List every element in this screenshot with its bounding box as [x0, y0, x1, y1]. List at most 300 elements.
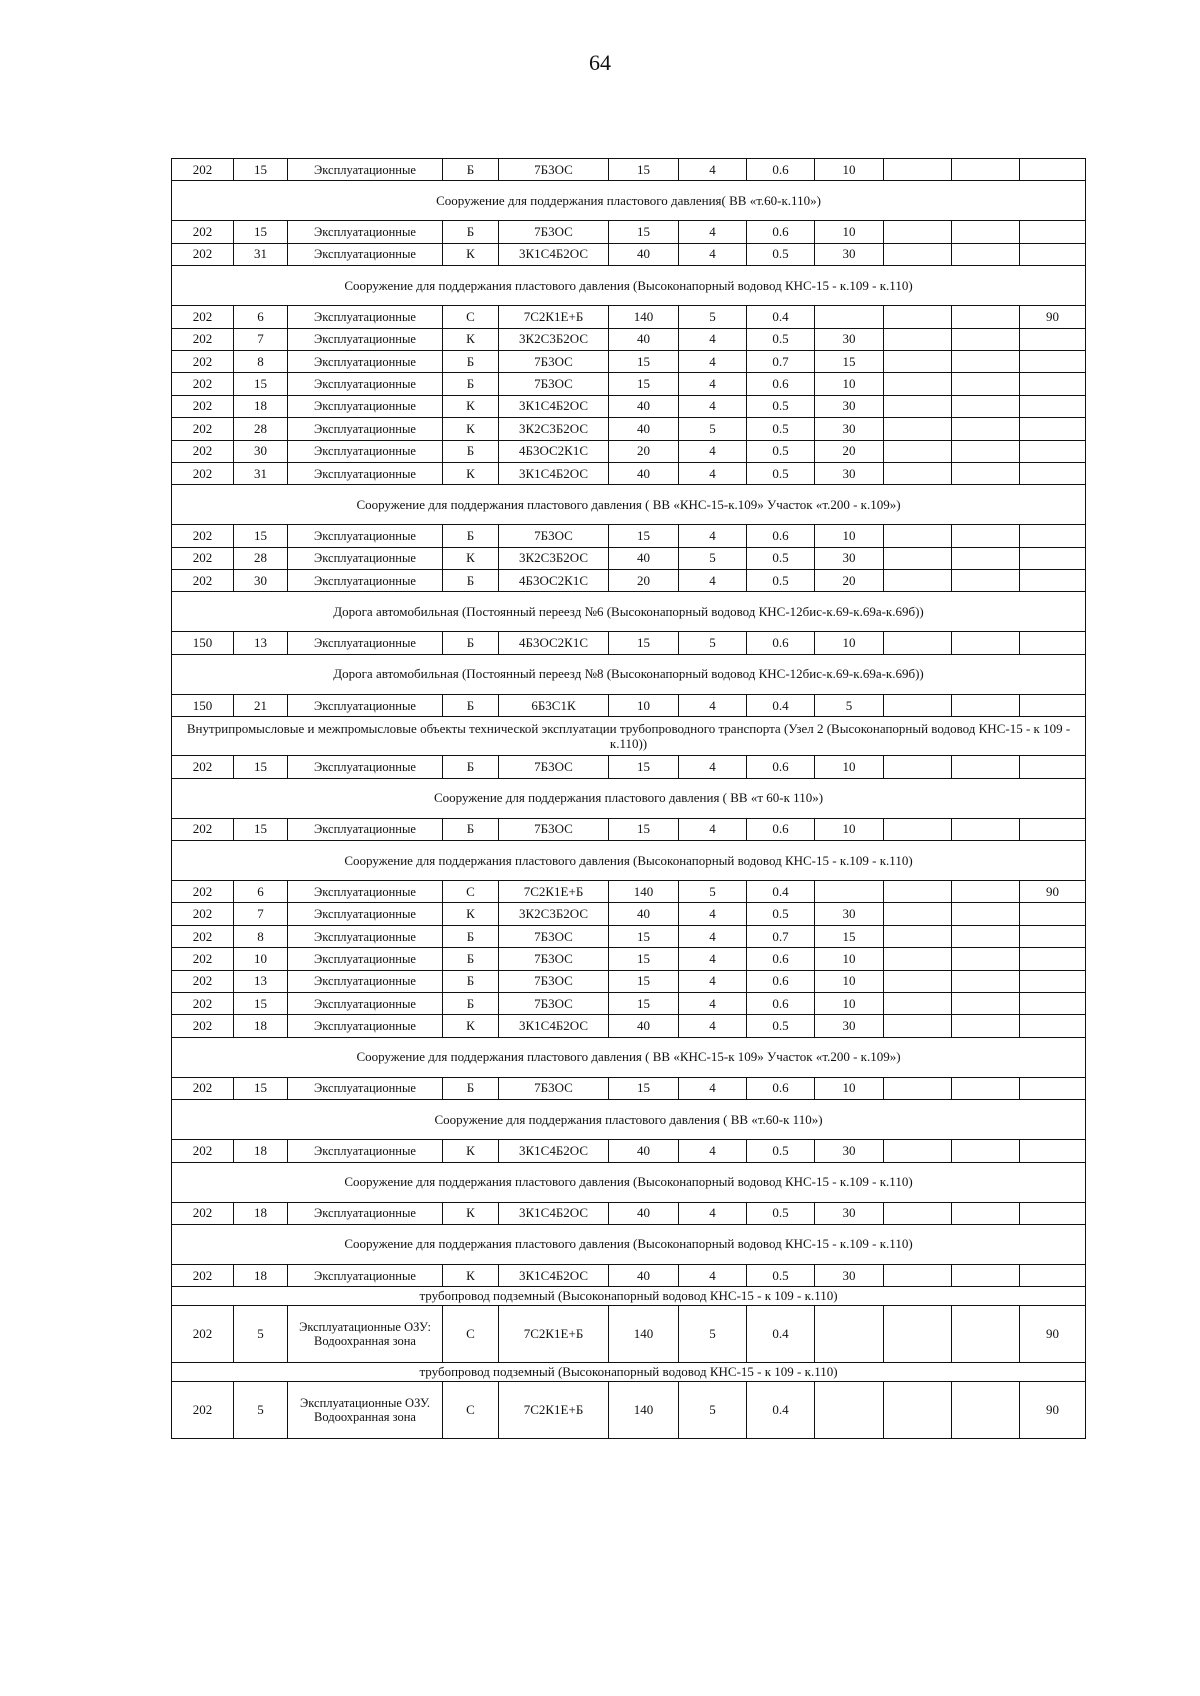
section-title: Сооружение для поддержания пластового давления ( ВВ «т 60-к 110») [172, 778, 1086, 818]
table-cell: 202 [172, 881, 234, 903]
table-cell [952, 970, 1020, 992]
table-cell: 15 [609, 1077, 679, 1099]
table-cell [1020, 440, 1086, 462]
table-cell: Эксплуатационные [288, 1264, 443, 1286]
table-cell: Эксплуатационные [288, 694, 443, 716]
table-cell: Эксплуатационные [288, 1140, 443, 1162]
table-cell: 7С2К1Е+Б [499, 1382, 609, 1439]
table-cell: Эксплуатационные ОЗУ. Водоохранная зона [288, 1382, 443, 1439]
table-cell: 0.6 [747, 221, 815, 243]
table-cell: 4 [679, 328, 747, 350]
table-cell: 0.6 [747, 632, 815, 654]
table-cell [1020, 243, 1086, 265]
table-cell [952, 992, 1020, 1014]
table-cell: 30 [234, 440, 288, 462]
table-cell: 4 [679, 948, 747, 970]
table-cell [884, 395, 952, 417]
table-cell: Эксплуатационные [288, 632, 443, 654]
table-cell [1020, 350, 1086, 372]
table-cell: К [443, 1140, 499, 1162]
table-cell [952, 328, 1020, 350]
table-cell: 7Б3ОС [499, 925, 609, 947]
table-cell: 0.5 [747, 570, 815, 592]
table-cell [952, 1264, 1020, 1286]
table-cell: Эксплуатационные [288, 818, 443, 840]
section-title: Сооружение для поддержания пластового давления ( ВВ «т.60-к 110») [172, 1100, 1086, 1140]
table-cell: 4 [679, 1015, 747, 1037]
table-cell [884, 881, 952, 903]
table-cell: 30 [815, 1264, 884, 1286]
table-row [172, 306, 1086, 328]
table-cell [952, 632, 1020, 654]
table-cell: 4 [679, 570, 747, 592]
table-cell: Эксплуатационные [288, 992, 443, 1014]
table-cell: 40 [609, 1015, 679, 1037]
table-cell: 4 [679, 756, 747, 778]
table-cell [1020, 992, 1086, 1014]
table-cell: 40 [609, 1140, 679, 1162]
table-cell: Эксплуатационные [288, 1077, 443, 1099]
table-cell: К [443, 1202, 499, 1224]
table-cell [952, 1202, 1020, 1224]
table-cell: 18 [234, 1140, 288, 1162]
table-cell: 20 [815, 570, 884, 592]
table-cell: 7 [234, 903, 288, 925]
table-cell: 0.5 [747, 243, 815, 265]
table-cell [1020, 632, 1086, 654]
table-cell: 0.5 [747, 547, 815, 569]
table-cell: 0.6 [747, 373, 815, 395]
section-title: Дорога автомобильная (Постоянный переезд №6 (Высоконапорный водовод КНС-12бис-к.69-к.69а-к.69б)) [172, 592, 1086, 632]
table-cell: Эксплуатационные ОЗУ: Водоохранная зона [288, 1306, 443, 1363]
table-cell: 4 [679, 1264, 747, 1286]
table-cell [952, 881, 1020, 903]
table-cell: 202 [172, 525, 234, 547]
table-cell: 140 [609, 1306, 679, 1363]
table-cell: 10 [234, 948, 288, 970]
section-header-row [172, 592, 1086, 632]
table-cell [884, 243, 952, 265]
table-cell: 20 [609, 570, 679, 592]
table-cell: 7 [234, 328, 288, 350]
table-row [172, 903, 1086, 925]
table-cell: 15 [234, 373, 288, 395]
table-cell: 90 [1020, 1382, 1086, 1439]
table-cell: 202 [172, 418, 234, 440]
table-cell: 21 [234, 694, 288, 716]
section-title: Сооружение для поддержания пластового давления (Высоконапорный водовод КНС-15 - к.109 - к.110) [172, 841, 1086, 881]
table-cell: 40 [609, 243, 679, 265]
table-cell: 0.5 [747, 1015, 815, 1037]
table-cell [884, 948, 952, 970]
table-cell: 4 [679, 221, 747, 243]
table-cell: 15 [234, 159, 288, 181]
table-cell: 202 [172, 159, 234, 181]
table-cell: 3К1С4Б2ОС [499, 462, 609, 484]
section-title: Сооружение для поддержания пластового давления( ВВ «т.60-к.110») [172, 181, 1086, 221]
table-cell: 10 [815, 632, 884, 654]
table-cell: 202 [172, 462, 234, 484]
table-cell: 140 [609, 1382, 679, 1439]
table-cell [1020, 1077, 1086, 1099]
table-cell [884, 1202, 952, 1224]
table-cell: 0.5 [747, 418, 815, 440]
table-cell: 5 [679, 1306, 747, 1363]
table-cell [952, 373, 1020, 395]
table-cell: К [443, 243, 499, 265]
table-cell [1020, 925, 1086, 947]
table-cell: 15 [815, 925, 884, 947]
table-cell [952, 570, 1020, 592]
table-cell [1020, 525, 1086, 547]
table-cell: К [443, 395, 499, 417]
table-cell: 0.6 [747, 1077, 815, 1099]
section-header-row [172, 266, 1086, 306]
table-cell: 202 [172, 925, 234, 947]
table-cell: 4 [679, 462, 747, 484]
table-cell: 10 [815, 970, 884, 992]
table-cell: 5 [679, 881, 747, 903]
table-cell: 15 [609, 373, 679, 395]
table-cell [1020, 970, 1086, 992]
table-row [172, 328, 1086, 350]
table-cell [952, 694, 1020, 716]
table-cell: Эксплуатационные [288, 525, 443, 547]
table-cell: 8 [234, 350, 288, 372]
table-row [172, 948, 1086, 970]
table-cell [884, 221, 952, 243]
table-cell: 30 [234, 570, 288, 592]
table-cell [1020, 1015, 1086, 1037]
table-cell: 0.7 [747, 350, 815, 372]
table-cell [884, 1015, 952, 1037]
table-cell: 10 [609, 694, 679, 716]
table-row [172, 525, 1086, 547]
table-cell: 0.5 [747, 462, 815, 484]
table-cell [1020, 570, 1086, 592]
table-cell [952, 903, 1020, 925]
table-cell: 0.4 [747, 306, 815, 328]
table-cell: 202 [172, 970, 234, 992]
table-cell: 18 [234, 1264, 288, 1286]
table-cell: 202 [172, 1202, 234, 1224]
table-cell: 4 [679, 694, 747, 716]
table-cell: К [443, 547, 499, 569]
table-cell: Эксплуатационные [288, 948, 443, 970]
table-cell: 7Б3ОС [499, 221, 609, 243]
table-cell: 40 [609, 1202, 679, 1224]
table-cell: 4Б3ОС2К1С [499, 440, 609, 462]
table-cell: 7Б3ОС [499, 159, 609, 181]
table-cell: 202 [172, 243, 234, 265]
table-cell: Эксплуатационные [288, 328, 443, 350]
table-cell [884, 925, 952, 947]
table-cell: 20 [609, 440, 679, 462]
table-row [172, 243, 1086, 265]
table-cell: 10 [815, 221, 884, 243]
table-row [172, 1264, 1086, 1286]
table-cell: 15 [609, 221, 679, 243]
table-cell: 30 [815, 328, 884, 350]
table-cell: 30 [815, 462, 884, 484]
table-cell: 0.5 [747, 328, 815, 350]
table-row [172, 818, 1086, 840]
table-cell: 15 [234, 992, 288, 1014]
table-cell: 30 [815, 418, 884, 440]
table-cell [884, 525, 952, 547]
table-cell: Эксплуатационные [288, 440, 443, 462]
table-cell [952, 1306, 1020, 1363]
table-cell: 90 [1020, 1306, 1086, 1363]
section-title: Дорога автомобильная (Постоянный переезд №8 (Высоконапорный водовод КНС-12бис-к.69-к.69а-к.69б)) [172, 654, 1086, 694]
table-cell: 3К1С4Б2ОС [499, 1015, 609, 1037]
table-cell: 202 [172, 440, 234, 462]
table-row [172, 1202, 1086, 1224]
table-row [172, 881, 1086, 903]
section-header-row [172, 1224, 1086, 1264]
table-cell [884, 350, 952, 372]
table-cell: 202 [172, 1264, 234, 1286]
table-cell [884, 903, 952, 925]
table-cell: 7Б3ОС [499, 970, 609, 992]
table-cell: 4 [679, 395, 747, 417]
table-row [172, 221, 1086, 243]
table-row [172, 925, 1086, 947]
table-cell: 0.4 [747, 881, 815, 903]
table-cell [1020, 1264, 1086, 1286]
table-cell: 202 [172, 570, 234, 592]
table-row [172, 1382, 1086, 1439]
table-cell [884, 694, 952, 716]
table-cell: 90 [1020, 306, 1086, 328]
section-header-row [172, 1037, 1086, 1077]
table-cell: 15 [815, 350, 884, 372]
table-cell: 7Б3ОС [499, 948, 609, 970]
table-cell: 15 [234, 221, 288, 243]
table-cell: 7С2К1Е+Б [499, 881, 609, 903]
table-cell: 15 [234, 818, 288, 840]
table-row [172, 632, 1086, 654]
table-cell [884, 547, 952, 569]
table-cell: 15 [609, 992, 679, 1014]
table-cell: 5 [815, 694, 884, 716]
table-cell: 15 [609, 948, 679, 970]
section-title: Внутрипромысловые и межпромысловые объекты технической эксплуатации трубопроводного транспорта (Узел 2 (Высоконапорный водовод КНС-15 - к 109 - к.110)) [172, 717, 1086, 756]
table-cell [1020, 221, 1086, 243]
table-row [172, 1015, 1086, 1037]
table-cell: Б [443, 694, 499, 716]
table-row [172, 1140, 1086, 1162]
section-title: трубопровод подземный (Высоконапорный водовод КНС-15 - к 109 - к.110) [172, 1287, 1086, 1306]
table-cell: Б [443, 925, 499, 947]
table-cell: 30 [815, 243, 884, 265]
table-cell: 0.6 [747, 818, 815, 840]
table-cell: 4 [679, 992, 747, 1014]
table-cell: С [443, 306, 499, 328]
section-title: Сооружение для поддержания пластового давления (Высоконапорный водовод КНС-15 - к.109 - к.110) [172, 266, 1086, 306]
table-cell: 7С2К1Е+Б [499, 1306, 609, 1363]
table-cell: К [443, 328, 499, 350]
table-cell: 7Б3ОС [499, 525, 609, 547]
table-cell: 0.5 [747, 440, 815, 462]
section-title: Сооружение для поддержания пластового давления (Высоконапорный водовод КНС-15 - к.109 - к.110) [172, 1224, 1086, 1264]
table-cell: 202 [172, 547, 234, 569]
section-title: Сооружение для поддержания пластового давления ( ВВ «КНС-15-к.109» Участок «т.200 - к.109») [172, 485, 1086, 525]
table-row [172, 440, 1086, 462]
table-cell [884, 632, 952, 654]
table-cell: 15 [234, 1077, 288, 1099]
table-cell: 18 [234, 1202, 288, 1224]
table-cell: 4 [679, 159, 747, 181]
table-row [172, 570, 1086, 592]
table-row [172, 350, 1086, 372]
table-cell: 0.5 [747, 395, 815, 417]
table-cell: 150 [172, 694, 234, 716]
table-cell: 0.5 [747, 1202, 815, 1224]
table-cell [1020, 373, 1086, 395]
table-cell: С [443, 1382, 499, 1439]
table-cell [884, 1306, 952, 1363]
table-cell: 4 [679, 373, 747, 395]
table-cell: 202 [172, 1015, 234, 1037]
table-row [172, 756, 1086, 778]
table-cell: 10 [815, 373, 884, 395]
table-cell: С [443, 881, 499, 903]
table-cell [952, 306, 1020, 328]
section-header-row [172, 841, 1086, 881]
table-cell: 90 [1020, 881, 1086, 903]
table-cell: 202 [172, 992, 234, 1014]
table-cell: 4 [679, 525, 747, 547]
table-cell: 15 [234, 525, 288, 547]
table-cell: 7Б3ОС [499, 373, 609, 395]
table-cell: Б [443, 570, 499, 592]
table-row [172, 970, 1086, 992]
table-cell: 4 [679, 1202, 747, 1224]
table-cell: 7С2К1Е+Б [499, 306, 609, 328]
table-cell [884, 373, 952, 395]
table-cell: 15 [609, 818, 679, 840]
section-header-row [172, 485, 1086, 525]
table-cell: 202 [172, 350, 234, 372]
table-cell: К [443, 1015, 499, 1037]
table-cell: 0.6 [747, 756, 815, 778]
table-cell: 20 [815, 440, 884, 462]
table-cell [1020, 903, 1086, 925]
table-cell [884, 970, 952, 992]
table-cell: 15 [609, 925, 679, 947]
table-cell: 4Б3ОС2К1С [499, 632, 609, 654]
table-cell: 5 [679, 306, 747, 328]
table-cell: 202 [172, 903, 234, 925]
table-cell: 40 [609, 903, 679, 925]
table-cell: 0.4 [747, 1382, 815, 1439]
table-cell: 5 [234, 1306, 288, 1363]
table-cell [1020, 159, 1086, 181]
table-cell: 202 [172, 373, 234, 395]
table-cell: Эксплуатационные [288, 903, 443, 925]
section-header-row [172, 654, 1086, 694]
table-cell: 30 [815, 1202, 884, 1224]
table-cell: Б [443, 221, 499, 243]
table-cell [884, 756, 952, 778]
table-cell: 13 [234, 632, 288, 654]
table-cell: 3К1С4Б2ОС [499, 1140, 609, 1162]
table-cell: Эксплуатационные [288, 970, 443, 992]
table-cell: 150 [172, 632, 234, 654]
table-cell: 4 [679, 350, 747, 372]
table-row [172, 1306, 1086, 1363]
table-cell: Б [443, 350, 499, 372]
table-cell: 0.5 [747, 903, 815, 925]
table-cell: Эксплуатационные [288, 1015, 443, 1037]
table-cell: 3К2С3Б2ОС [499, 903, 609, 925]
table-cell: 40 [609, 547, 679, 569]
table-cell [952, 395, 1020, 417]
table-cell: 202 [172, 1140, 234, 1162]
table-cell [952, 418, 1020, 440]
table-cell: Эксплуатационные [288, 462, 443, 484]
table-cell [1020, 756, 1086, 778]
table-cell: 10 [815, 1077, 884, 1099]
table-cell: 6 [234, 881, 288, 903]
table-cell [1020, 818, 1086, 840]
table-cell [952, 525, 1020, 547]
table-cell [952, 440, 1020, 462]
table-cell: 7Б3ОС [499, 756, 609, 778]
section-header-row [172, 1363, 1086, 1382]
table-cell: 202 [172, 1077, 234, 1099]
table-cell [1020, 328, 1086, 350]
table-cell: 6 [234, 306, 288, 328]
table-cell: Б [443, 159, 499, 181]
table-cell: 0.4 [747, 1306, 815, 1363]
table-row [172, 992, 1086, 1014]
table-cell: 0.6 [747, 970, 815, 992]
table-cell: Эксплуатационные [288, 1202, 443, 1224]
table-cell [1020, 1140, 1086, 1162]
table-row [172, 547, 1086, 569]
table-cell [952, 462, 1020, 484]
table-cell: 3К2С3Б2ОС [499, 418, 609, 440]
table-cell: Эксплуатационные [288, 373, 443, 395]
table-cell: 4 [679, 1140, 747, 1162]
table-cell: 30 [815, 547, 884, 569]
table-cell [815, 1382, 884, 1439]
table-cell: 4 [679, 1077, 747, 1099]
table-cell [952, 1382, 1020, 1439]
forest-inventory-table [171, 158, 1086, 1439]
table-cell [884, 306, 952, 328]
table-cell: 4 [679, 818, 747, 840]
table-cell: 13 [234, 970, 288, 992]
table-cell: Б [443, 632, 499, 654]
table-cell [1020, 948, 1086, 970]
table-cell [1020, 547, 1086, 569]
table-cell: 7Б3ОС [499, 1077, 609, 1099]
table-cell: 3К1С4Б2ОС [499, 243, 609, 265]
table-cell: Эксплуатационные [288, 547, 443, 569]
table-cell: 8 [234, 925, 288, 947]
table-cell: 7Б3ОС [499, 992, 609, 1014]
table-cell: 30 [815, 903, 884, 925]
table-cell [1020, 418, 1086, 440]
table-cell: Эксплуатационные [288, 570, 443, 592]
table-cell: Б [443, 756, 499, 778]
table-cell: Б [443, 525, 499, 547]
table-cell: 15 [609, 350, 679, 372]
table-row [172, 462, 1086, 484]
